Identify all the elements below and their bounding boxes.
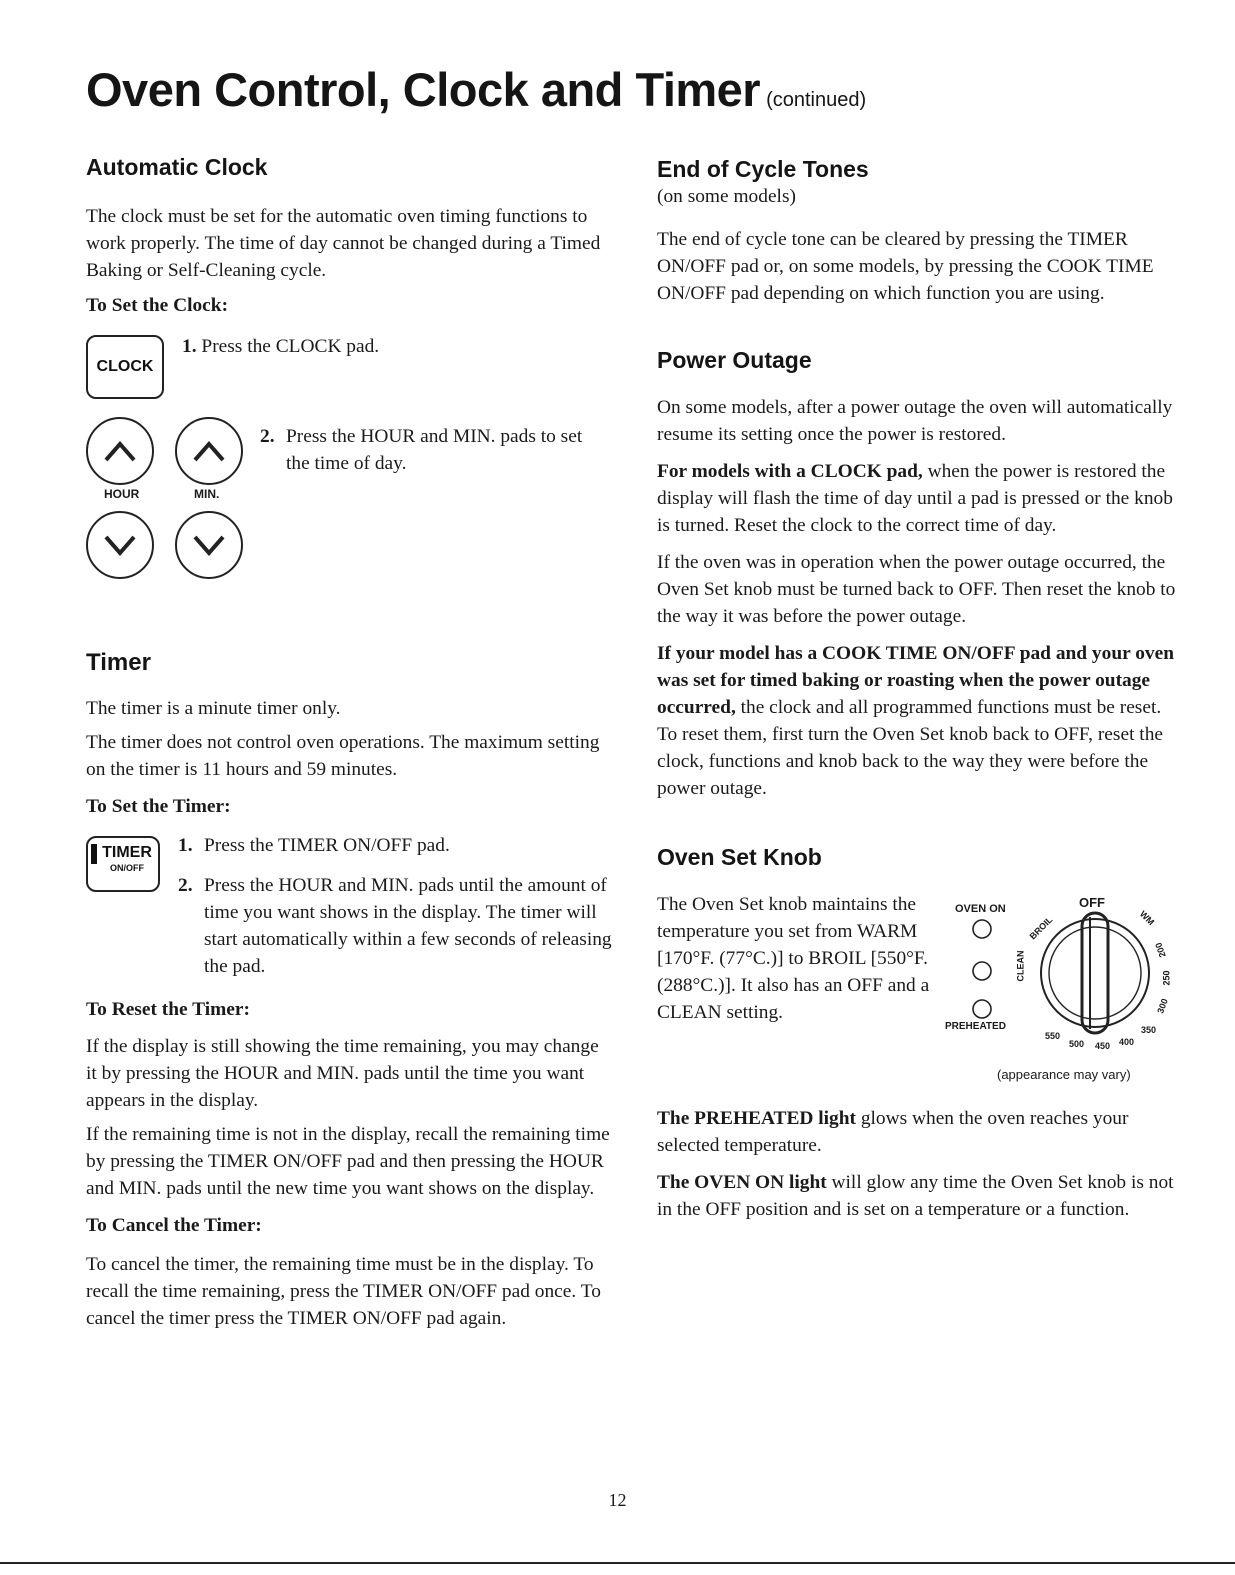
page-number: 12	[608, 1490, 627, 1510]
page-title	[86, 62, 866, 117]
knob-preheated-label: PREHEATED	[945, 1021, 1006, 1032]
page-title-main: Oven Control, Clock and Timer	[86, 63, 761, 116]
reset-timer-paragraph-1: If the display is still showing the time remaining, you may change it by pressing the HOUR and MIN. pads until the time you want appears in the display.	[86, 1036, 599, 1111]
clock-pad-label: CLOCK	[96, 358, 154, 375]
knob-temp-200: 200	[1153, 941, 1168, 959]
power-outage-paragraph-4-text: the clock and all programmed functions must be reset. To reset them, first turn the Oven Set knob back to OFF, reset the clock, functions and knob back to the way they were before the power outage.	[657, 697, 1163, 799]
power-outage-paragraph-1: On some models, after a power outage the oven will automatically resume its setting once the power is restored.	[657, 397, 1173, 445]
clock-steps	[86, 329, 612, 629]
power-outage-paragraph-2	[657, 458, 1182, 539]
power-outage-paragraph-3: If the oven was in operation when the power outage occurred, the Oven Set knob must be turned back to OFF. Then reset the knob to the way it was before the power outage.	[657, 552, 1176, 627]
power-outage-paragraph-4	[657, 640, 1182, 802]
knob-warm-label: WM	[1137, 908, 1157, 928]
set-timer-heading: To Set the Timer:	[86, 796, 231, 817]
timer-step-2	[178, 872, 618, 980]
timer-step-1-text: Press the TIMER ON/OFF pad.	[204, 835, 450, 856]
timer-paragraph-1: The timer is a minute timer only.	[86, 698, 341, 719]
oven-set-knob-heading: Oven Set Knob	[657, 844, 822, 870]
end-of-cycle-note: (on some models)	[657, 186, 796, 207]
power-outage-paragraph-2-bold: For models with a CLOCK pad,	[657, 461, 923, 482]
preheated-light-bold: The PREHEATED light	[657, 1108, 856, 1129]
knob-temp-550: 550	[1045, 1031, 1061, 1041]
timer-pad-indicator	[91, 844, 97, 864]
clock-step-1-text: Press the CLOCK pad.	[201, 336, 380, 357]
bottom-rule	[0, 1562, 1235, 1564]
hour-label: HOUR	[104, 487, 140, 501]
set-clock-heading: To Set the Clock:	[86, 295, 229, 316]
timer-step-1-number: 1.	[178, 835, 193, 856]
reset-timer-paragraph-2: If the remaining time is not in the display, recall the remaining time by pressing the TIMER ON/OFF pad and then pressing the HOUR and MIN. pads until the new time you want shows on the display.	[86, 1124, 610, 1199]
oven-on-light-paragraph	[657, 1169, 1182, 1223]
timer-pad-label-bottom: ON/OFF	[110, 863, 144, 873]
power-outage-heading: Power Outage	[657, 347, 812, 373]
timer-pad-icon	[86, 836, 160, 892]
timer-step-1	[178, 832, 608, 859]
clock-pad-icon	[86, 335, 164, 399]
knob-oven-on-label: OVEN ON	[955, 903, 1006, 915]
end-of-cycle-section	[657, 156, 1182, 307]
clock-step-2-number: 2.	[260, 426, 275, 447]
timer-paragraph-2: The timer does not control oven operations. The maximum setting on the timer is 11 hours and 59 minutes.	[86, 732, 600, 780]
oven-on-light-icon	[973, 920, 991, 938]
reset-timer-heading: To Reset the Timer:	[86, 999, 250, 1020]
page-title-suffix: (continued)	[766, 89, 867, 111]
knob-clean-label: CLEAN	[1015, 950, 1026, 982]
oven-on-light-bold: The OVEN ON light	[657, 1172, 827, 1193]
oven-set-knob-section	[657, 844, 1182, 1223]
timer-steps	[86, 832, 612, 990]
indicator-light-icon	[973, 962, 991, 980]
timer-pad-label-top: TIMER	[102, 844, 152, 861]
oven-on-light-text: will glow any time the Oven Set knob is not in the OFF position and is set on a temperature or a function.	[657, 1172, 1174, 1220]
automatic-clock-section	[86, 154, 612, 629]
timer-step-2-number: 2.	[178, 875, 193, 896]
preheated-light-paragraph	[657, 1105, 1182, 1159]
knob-handle-icon	[1082, 913, 1108, 1033]
preheated-light-icon	[973, 1000, 991, 1018]
power-outage-paragraph-4-bold: If your model has a COOK TIME ON/OFF pad and your oven was set for timed baking or roasting when the power outage occurred,	[657, 643, 1174, 718]
clock-step-1	[182, 333, 379, 360]
knob-dial-icon	[1041, 919, 1149, 1027]
knob-temp-500: 500	[1069, 1039, 1085, 1049]
timer-step-2-text: Press the HOUR and MIN. pads until the amount of time you want shows in the display. The timer will start automatically within a few seconds of releasing the pad.	[204, 875, 612, 977]
knob-temp-450: 450	[1095, 1041, 1111, 1051]
power-outage-section	[657, 347, 1182, 802]
end-of-cycle-heading: End of Cycle Tones	[657, 156, 869, 182]
power-outage-paragraph-2-text: when the power is restored the display will flash the time of day until a pad is pressed or the knob is turned. Reset the clock to the correct time of day.	[657, 461, 1173, 536]
clock-step-1-number: 1.	[182, 336, 197, 357]
knob-broil-label: BROIL	[1027, 914, 1055, 942]
automatic-clock-intro: The clock must be set for the automatic oven timing functions to work properly. The time of day cannot be changed during a Timed Baking or Self-Cleaning cycle.	[86, 206, 601, 281]
knob-temp-250: 250	[1161, 970, 1172, 986]
oven-set-knob-paragraph-1: The Oven Set knob maintains the temperature you set from WARM [170°F. (77°C.)] to BROIL [550°F. (288°C.)]. It also has an OFF and a CLEAN setting.	[657, 894, 930, 1023]
knob-temp-350: 350	[1141, 1025, 1157, 1035]
knob-off-label: OFF	[1079, 895, 1105, 910]
automatic-clock-heading: Automatic Clock	[86, 154, 268, 180]
clock-step-2-text: Press the HOUR and MIN. pads to set the time of day.	[286, 426, 583, 474]
knob-temp-300: 300	[1155, 997, 1170, 1015]
clock-step-2	[260, 423, 600, 477]
timer-heading: Timer	[86, 649, 151, 676]
min-label: MIN.	[194, 487, 220, 501]
timer-section	[86, 649, 612, 1332]
knob-temp-400: 400	[1119, 1037, 1135, 1047]
knob-caption: (appearance may vary)	[997, 1067, 1131, 1082]
preheated-light-text: glows when the oven reaches your selected temperature.	[657, 1108, 1129, 1156]
right-column	[657, 150, 1182, 1230]
end-of-cycle-paragraph: The end of cycle tone can be cleared by pressing the TIMER ON/OFF pad or, on some models, by pressing the COOK TIME ON/OFF pad depending on which function you are using.	[657, 229, 1154, 304]
cancel-timer-paragraph: To cancel the timer, the remaining time must be in the display. To recall the time remaining, press the TIMER ON/OFF pad once. To cancel the timer press the TIMER ON/OFF pad again.	[86, 1254, 601, 1329]
cancel-timer-heading: To Cancel the Timer:	[86, 1215, 262, 1236]
left-column	[86, 150, 612, 1339]
oven-set-knob-block	[657, 891, 1182, 1105]
